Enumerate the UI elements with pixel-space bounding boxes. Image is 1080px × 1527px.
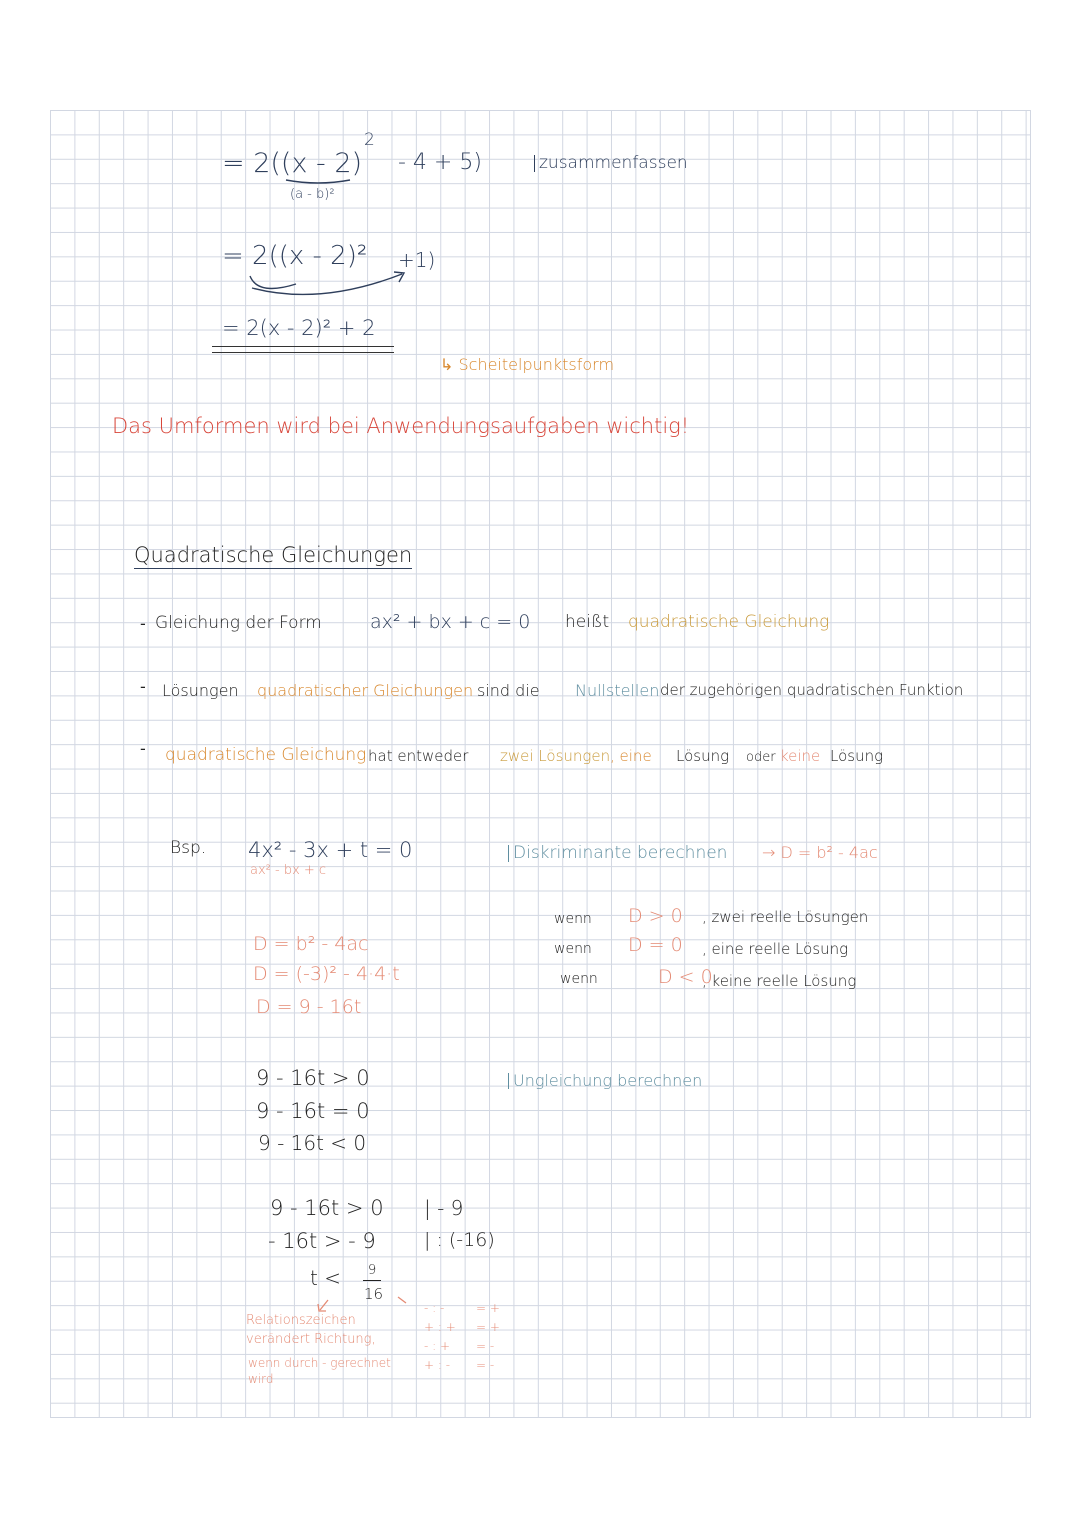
sign-rule-rhs: = - <box>476 1339 495 1353</box>
note-diskriminante: Diskriminante berechnen <box>508 845 727 862</box>
disc-line: D = 9 - 16t <box>256 996 362 1018</box>
example-equation: 4x² - 3x + t = 0 <box>248 838 413 862</box>
ineq-line: 9 - 16t > 0 <box>256 1066 370 1090</box>
disc-line: D = b² - 4ac <box>253 933 369 955</box>
bullet2-term: quadratischer Gleichungen <box>257 681 474 700</box>
derivation-line1-tail: - 4 + 5) <box>398 150 482 175</box>
example-label: Bsp. <box>170 838 207 858</box>
relation-note: verändert Richtung, <box>246 1332 376 1347</box>
case-wenn: wenn <box>554 941 592 957</box>
sign-rule-rhs: = - <box>476 1358 495 1372</box>
case-condition: D = 0 <box>628 934 683 956</box>
case-condition: D < 0 <box>658 966 713 988</box>
sign-rule-lhs: - : + <box>424 1339 451 1353</box>
fraction-numerator: 9 <box>368 1263 377 1278</box>
bullet3-verb: hat entweder <box>368 747 469 765</box>
sign-rule-lhs: + : - <box>424 1358 451 1372</box>
relation-note: wenn durch - gerechnet <box>248 1356 391 1370</box>
case-wenn: wenn <box>554 911 592 927</box>
bullet1-text: Gleichung der Form <box>155 613 322 633</box>
section-title: Quadratische Gleichungen <box>134 543 413 567</box>
case-result: , keine reelle Lösung <box>702 972 857 990</box>
derivation-line1: = 2((x - 2) <box>222 148 363 179</box>
case-wenn: wenn <box>560 971 598 987</box>
bullet1-verb: heißt <box>565 612 610 632</box>
bullet2-rest: der zugehörigen quadratischen Funktion <box>660 681 964 699</box>
derivation-line2-tail: +1) <box>398 248 436 272</box>
disc-line: D = (-3)² - 4·4·t <box>253 963 400 985</box>
case-condition: D > 0 <box>628 905 683 927</box>
example-coefficients: ax² - bx + c <box>250 863 327 878</box>
note-formula: → D = b² - 4ac <box>762 843 878 862</box>
op-step: | - 9 <box>424 1196 464 1220</box>
relation-note: Relationszeichen <box>246 1313 356 1328</box>
bullet2-verb: sind die <box>477 681 540 700</box>
bullet3-loesung: Lösung <box>676 747 730 765</box>
fraction-denominator: 16 <box>364 1285 384 1303</box>
bullet1-term: quadratische Gleichung <box>628 612 830 632</box>
relation-note: wird <box>248 1372 274 1386</box>
bullet3-one: , eine <box>610 747 652 765</box>
bullet2-text: Lösungen <box>162 681 239 700</box>
sign-rule-rhs: = + <box>476 1301 500 1315</box>
solve-result: t < <box>310 1266 341 1290</box>
bullet1-formula: ax² + bx + c = 0 <box>370 611 531 633</box>
ineq-line: 9 - 16t < 0 <box>258 1131 367 1155</box>
bullet-dash: - <box>140 677 146 696</box>
bullet-dash: - <box>140 739 146 758</box>
note-scheitelpunktsform: ↳ Scheitelpunktsform <box>440 355 615 374</box>
derivation-binomial-hint: (a - b)² <box>290 187 335 202</box>
sign-rule-rhs: = + <box>476 1320 500 1334</box>
ineq-line: 9 - 16t = 0 <box>256 1099 370 1123</box>
derivation-line2: = 2((x - 2)² <box>222 241 368 271</box>
bullet2-nullstellen: Nullstellen <box>575 681 660 700</box>
op-step: | : (-16) <box>424 1229 495 1251</box>
sign-rule-lhs: - : - <box>424 1301 445 1315</box>
derivation-line3: = 2(x - 2)² + 2 <box>222 316 376 340</box>
bullet3-loesung2: Lösung <box>830 747 884 765</box>
note-ungleichung: Ungleichung berechnen <box>508 1073 702 1089</box>
solve-line: - 16t > - 9 <box>268 1229 376 1253</box>
case-result: , eine reelle Lösung <box>702 940 849 958</box>
note-zusammenfassen: zusammenfassen <box>534 155 688 172</box>
solve-line: 9 - 16t > 0 <box>270 1196 384 1220</box>
bullet-dash: - <box>140 614 146 633</box>
case-result: , zwei reelle Lösungen <box>702 908 869 926</box>
bullet3-two: zwei Lösungen <box>500 747 611 765</box>
bullet3-none: keine <box>780 747 821 765</box>
bullet3-term: quadratische Gleichung <box>165 745 367 765</box>
remark: Das Umformen wird bei Anwendungsaufgaben wichtig! <box>112 414 690 438</box>
bullet3-oder: oder <box>746 750 776 765</box>
derivation-line1-exponent: 2 <box>364 130 375 150</box>
sign-rule-lhs: + : + <box>424 1320 456 1334</box>
